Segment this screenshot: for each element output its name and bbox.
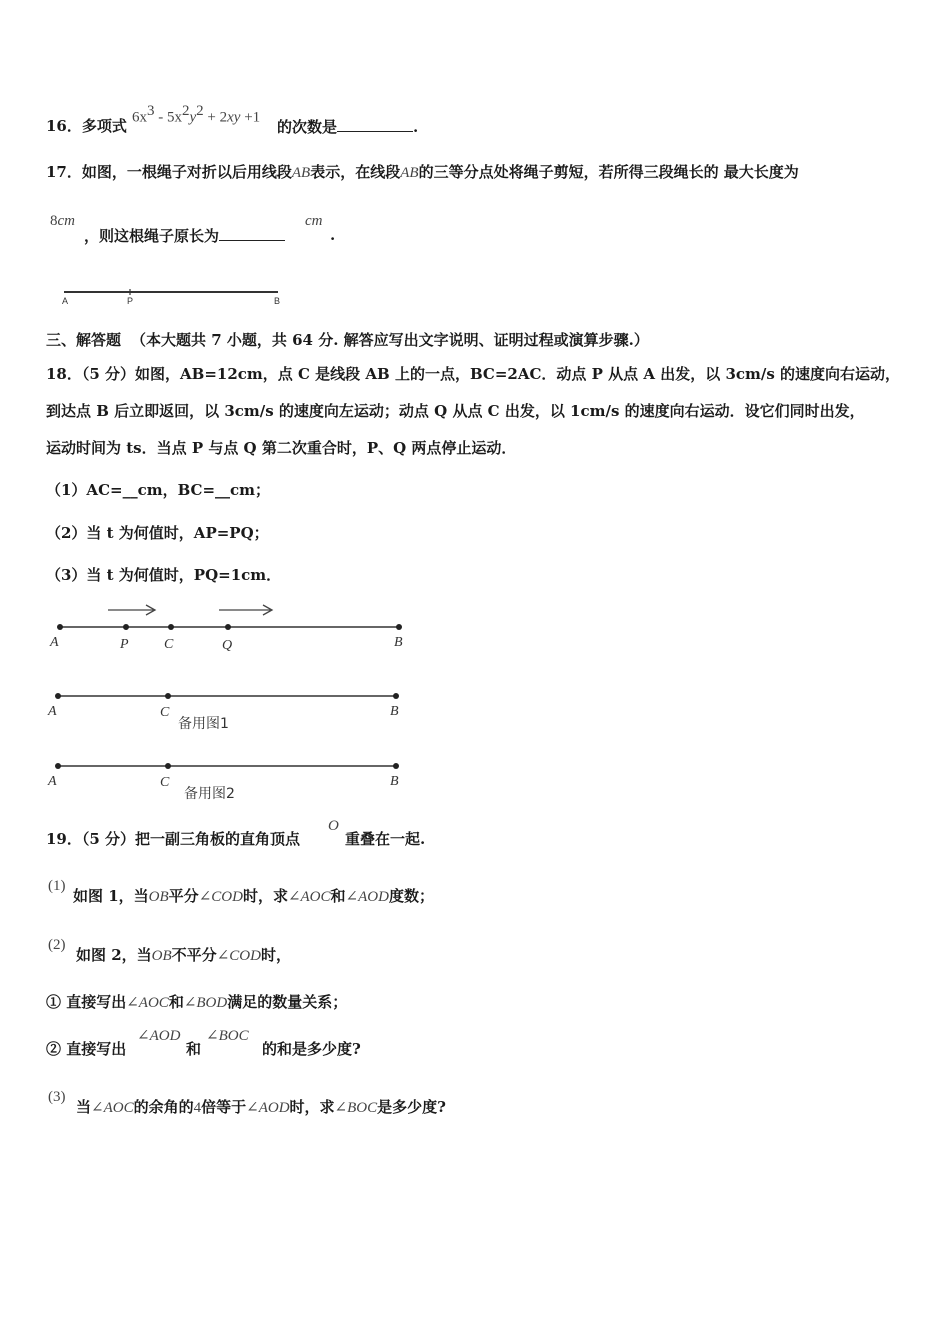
q16-number: 16．	[46, 117, 82, 135]
q17-end: .	[330, 226, 336, 244]
point-c	[168, 624, 174, 630]
q19-s2-a: 如图 2，当	[76, 946, 152, 964]
q19-s1-ob: OB	[148, 889, 169, 905]
q19-s3-aod: ∠AOD	[246, 1100, 290, 1116]
label-p: P	[120, 637, 129, 652]
q17-length	[50, 210, 75, 230]
q17-unit	[305, 210, 323, 230]
q19-s1-num	[48, 875, 66, 895]
point-p	[123, 624, 129, 630]
q19-s1-e: 度数；	[388, 887, 434, 905]
q19-c1-aoc: ∠AOC	[126, 995, 169, 1011]
q19-s3-c: 倍等于	[201, 1098, 247, 1116]
q19-s1-cod: ∠COD	[198, 889, 243, 905]
poly-plus2: +1	[240, 109, 261, 126]
q19-c2-c: 的和是多少度?	[262, 1040, 361, 1058]
q19-s3-d: 时，求	[289, 1098, 335, 1116]
q19-s2-c: 时，	[260, 946, 291, 964]
poly-exp1: 3	[147, 103, 155, 119]
q18-sub3: （3）当 t 为何值时，PQ=1cm．	[46, 566, 282, 584]
q19-s2-ob: OB	[151, 948, 172, 964]
q17-figure	[58, 283, 290, 307]
q17-answer-blank[interactable]	[219, 225, 285, 241]
q19-s2-num	[48, 934, 66, 954]
q19-c1-b: 和	[168, 993, 184, 1011]
q19-line1-b: 重叠在一起.	[345, 830, 426, 848]
q19-s1-aod: ∠AOD	[345, 889, 389, 905]
spare1-point-c	[165, 693, 171, 699]
q19-s3-four: 4	[193, 1100, 202, 1116]
poly-exp2: 2	[182, 103, 190, 119]
q17-text-a: 17．如图，一根绳子对折以后用线段	[46, 163, 292, 181]
q18-figure-spare2	[42, 752, 422, 804]
section3-note: （本大题共 7 小题，共 64 分. 解答应写出文字说明、证明过程或演算步骤.）	[131, 331, 649, 349]
q16-label: 多项式	[81, 117, 127, 135]
q19-s1-num-text: (1)	[48, 878, 66, 894]
q19-s1-d: 和	[330, 887, 346, 905]
spare2-point-a	[55, 763, 61, 769]
q19-point-o	[328, 815, 339, 835]
q17-unit-text: cm	[305, 213, 323, 229]
q18-line2: 到达点 B 后立即返回，以 3cm/s 的速度向左运动；动点 Q 从点 C 出发，以 1cm/s 的速度向右运动．设它们同时出发，	[46, 402, 865, 420]
q19-s2-cod: ∠COD	[216, 948, 261, 964]
q19-s3-e: 是多少度?	[377, 1098, 446, 1116]
spare2-label-b: B	[390, 774, 399, 789]
q17-ab1: AB	[291, 165, 311, 181]
q17-length-number: 8	[50, 213, 58, 229]
q19-c1-bod: ∠BOD	[183, 995, 228, 1011]
q19-c2-aod-wrap	[137, 1025, 180, 1045]
q19-s2-num-text: (2)	[48, 937, 66, 953]
q18-sub1: （1）AC=__cm，BC=__cm；	[46, 481, 271, 499]
q16-suffix: 的次数是	[277, 118, 338, 136]
q19-s2-line	[76, 945, 291, 966]
q19-c2-b: 和	[186, 1040, 202, 1058]
spare1-caption: 备用图1	[178, 716, 229, 732]
spare1-label-b: B	[390, 704, 399, 719]
point-a	[57, 624, 63, 630]
q19-s1-a: 如图 1，当	[73, 887, 149, 905]
spare1-label-a: A	[48, 704, 57, 719]
q19-s3-b: 的余角的	[133, 1098, 194, 1116]
spare2-label-a: A	[48, 774, 57, 789]
point-b	[396, 624, 402, 630]
q16-line	[46, 116, 127, 136]
q19-s3-num-text: (3)	[48, 1089, 66, 1105]
q18-sub2: （2）当 t 为何值时，AP=PQ；	[46, 524, 269, 542]
poly-exp3: 2	[196, 103, 204, 119]
q19-s1-c: 时，求	[242, 887, 288, 905]
q19-c2-boc: ∠BOC	[206, 1028, 249, 1044]
q19-o: O	[328, 818, 339, 834]
q19-s3-boc: ∠BOC	[334, 1100, 378, 1116]
q17-length-unit: cm	[57, 213, 75, 229]
q18-figure-spare1	[42, 682, 422, 734]
label-c: C	[164, 637, 174, 652]
q19-s1-line	[73, 886, 434, 907]
q17-line2	[84, 225, 285, 246]
q17-text-b: 表示，在线段	[310, 163, 401, 181]
q16-end: .	[413, 118, 419, 136]
label-b: B	[394, 635, 403, 650]
q16-polynomial	[132, 103, 260, 126]
q17-ab2: AB	[400, 165, 419, 181]
spare1-point-b	[393, 693, 399, 699]
q19-s3-aoc: ∠AOC	[91, 1100, 134, 1116]
q17-label-p: P	[127, 296, 134, 306]
q16-answer-blank[interactable]	[337, 116, 413, 132]
q19-c2-a: ② 直接写出	[46, 1040, 127, 1058]
q17-label-a: A	[62, 296, 69, 306]
q17-line1	[46, 162, 799, 183]
label-q: Q	[222, 638, 233, 653]
point-q	[225, 624, 231, 630]
q16-tail	[277, 116, 418, 137]
poly-minus: -	[154, 109, 167, 126]
section3-title: 三、解答题	[46, 331, 122, 349]
q19-s3-a: 当	[76, 1098, 92, 1116]
spare2-caption: 备用图2	[184, 786, 235, 802]
q19-c2-boc-wrap	[206, 1025, 249, 1045]
q19-s1-aoc: ∠AOC	[287, 889, 331, 905]
q19-c1-a: ① 直接写出	[46, 993, 127, 1011]
q19-c1-line	[46, 992, 347, 1013]
q18-line3: 运动时间为 ts．当点 P 与点 Q 第二次重合时，P、Q 两点停止运动．	[46, 439, 517, 457]
q19-s3-num	[48, 1086, 66, 1106]
spare1-point-a	[55, 693, 61, 699]
q17-text-d: ，则这根绳子原长为	[84, 227, 220, 245]
spare2-label-c: C	[160, 775, 170, 790]
poly-term1: 6x	[132, 109, 147, 126]
q19-s1-b: 平分	[168, 887, 199, 905]
q19-s3-line	[76, 1097, 446, 1118]
spare2-point-c	[165, 763, 171, 769]
q18-figure-main	[42, 598, 422, 656]
q19-line1-a: 19．（5 分）把一副三角板的直角顶点	[46, 830, 301, 848]
q19-c1-c: 满足的数量关系；	[227, 993, 348, 1011]
poly-y: y	[189, 109, 197, 126]
poly-plus1: + 2	[203, 109, 228, 126]
poly-xy: xy	[227, 109, 241, 126]
poly-term2: 5x	[167, 109, 182, 126]
q17-label-b: B	[274, 296, 281, 306]
q17-text-c: 的三等分点处将绳子剪短，若所得三段绳长的 最大长度为	[418, 163, 799, 181]
q19-c2-aod: ∠AOD	[137, 1028, 181, 1044]
spare1-label-c: C	[160, 705, 170, 720]
section3-header	[46, 330, 649, 350]
q19-s2-b: 不平分	[171, 946, 217, 964]
label-a: A	[50, 635, 59, 650]
q18-line1: 18．（5 分）如图，AB=12cm，点 C 是线段 AB 上的一点，BC=2AC．动点 P 从点 A 出发，以 3cm/s 的速度向右运动，	[46, 365, 901, 383]
spare2-point-b	[393, 763, 399, 769]
